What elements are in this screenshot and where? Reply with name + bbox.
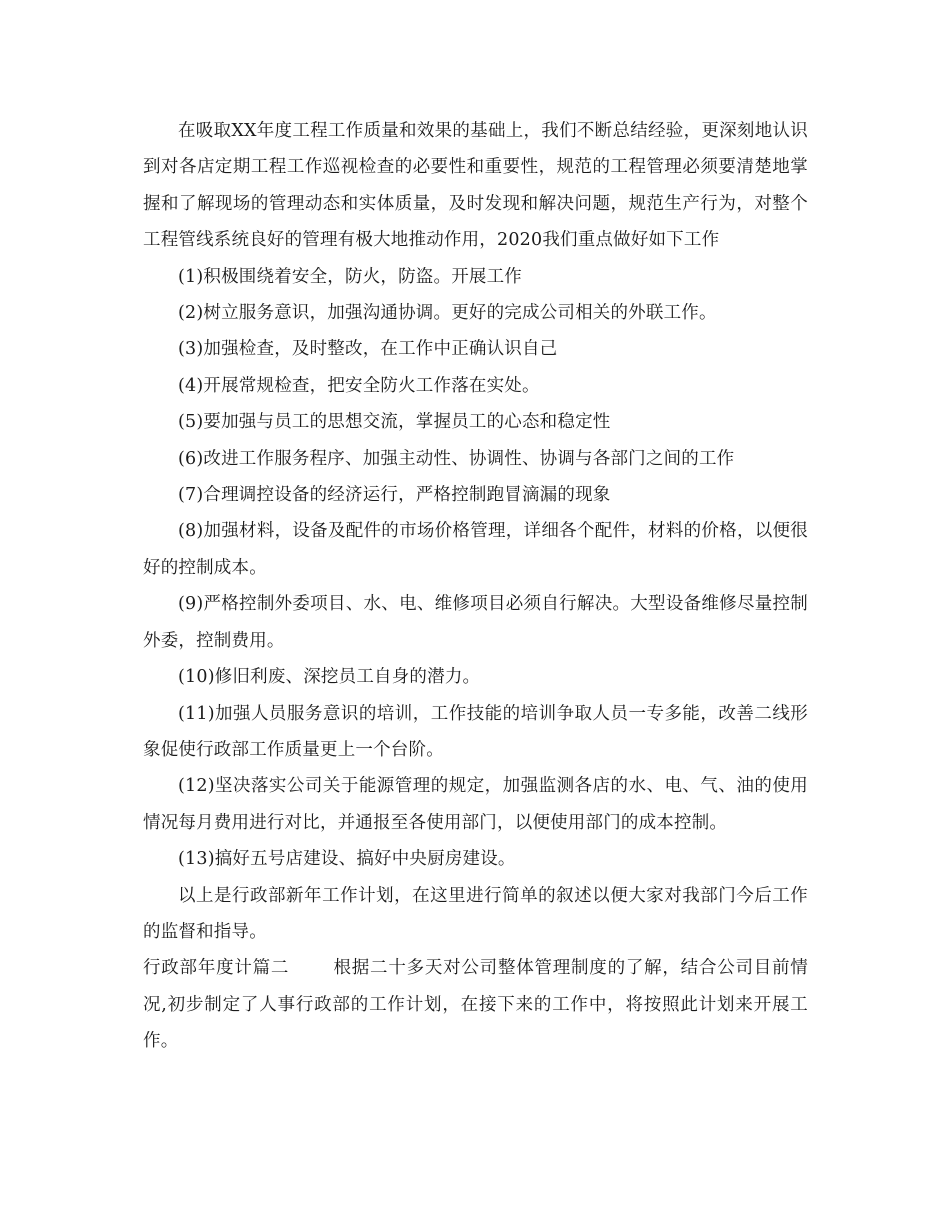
list-item-8: (8)加强材料，设备及配件的市场价格管理，详细各个配件，材料的价格，以便很好的控制成本。 xyxy=(143,521,808,578)
paragraph-intro: 在吸取XX年度工程工作质量和效果的基础上，我们不断总结经验，更深刻地认识到对各店定期工程工作巡视检查的必要性和重要性，规范的工程管理必须要清楚地掌握和了解现场的管理动态和实体质量，及时发现和解决问题，规范生产行为，对整个工程管线系统良好的管理有极大地推动作用，2020我们重点做好如下工作 xyxy=(143,121,808,251)
list-item-2: (2)树立服务意识，加强沟通协调。更好的完成公司相关的外联工作。 xyxy=(178,303,717,324)
section-text: 根据二十多天对公司整体管理制度的了解，结合公司目前情况,初步制定了人事行政部的工作计划，在接下来的工作中，将按照此计划来开展工作。 xyxy=(143,958,808,1052)
list-item-10: (10)修旧利废、深挖员工自身的潜力。 xyxy=(178,667,481,688)
list-item-4: (4)开展常规检查，把安全防火工作落在实处。 xyxy=(178,375,540,396)
list-item-12: (12)坚决落实公司关于能源管理的规定，加强监测各店的水、电、气、油的使用情况每月费用进行对比，并通报至各使用部门，以便使用部门的成本控制。 xyxy=(143,776,808,833)
list-item-9: (9)严格控制外委项目、水、电、维修项目必须自行解决。大型设备维修尽量控制外委，控制费用。 xyxy=(143,594,808,651)
section-heading: 行政部年度计篇二 xyxy=(143,958,290,979)
list-item-5: (5)要加强与员工的思想交流，掌握员工的心态和稳定性 xyxy=(178,412,611,433)
list-item-13: (13)搞好五号店建设、搞好中央厨房建设。 xyxy=(178,849,516,870)
list-item-3: (3)加强检查，及时整改，在工作中正确认识自己 xyxy=(178,339,558,360)
document-body xyxy=(143,113,808,1060)
list-item-1: (1)积极围绕着安全，防火，防盗。开展工作 xyxy=(178,266,522,287)
paragraph-closing: 以上是行政部新年工作计划，在这里进行简单的叙述以便大家对我部门今后工作的监督和指导。 xyxy=(143,885,808,942)
list-item-11: (11)加强人员服务意识的培训，工作技能的培训争取人员一专多能，改善二线形象促使行政部工作质量更上一个台阶。 xyxy=(143,703,808,760)
list-item-7: (7)合理调控设备的经济运行，严格控制跑冒滴漏的现象 xyxy=(178,485,611,506)
section-two-paragraph xyxy=(143,950,808,1059)
list-item-6: (6)改进工作服务程序、加强主动性、协调性、协调与各部门之间的工作 xyxy=(178,448,735,469)
